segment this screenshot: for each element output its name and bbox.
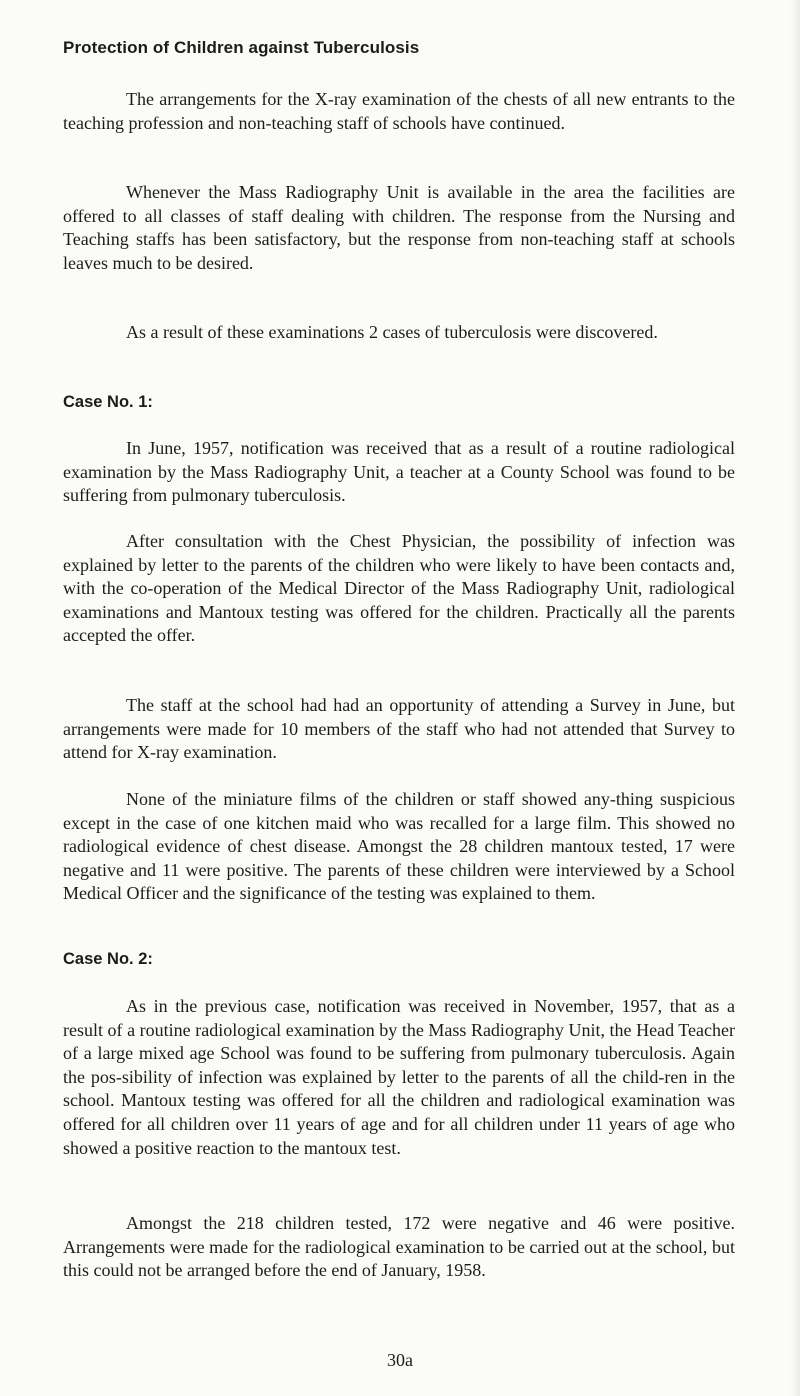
case-2-heading: Case No. 2: — [63, 950, 153, 968]
case-1-paragraph-staff-survey: The staff at the school had had an opportunity of attending a Survey in June, but arrangements were made for 10 members of the staff who had not attended that Survey to attend for X-ray examination. — [63, 695, 735, 763]
page-number: 30a — [387, 1350, 413, 1370]
case-1-paragraph-films-results: None of the miniature films of the children or staff showed any-thing suspicious except in the case of one kitchen maid who was recalled for a large film. This showed no radiological evidence of chest disease. Amongst the 28 children mantoux tested, 17 were negative and 11 were positive. The parents of these children were interviewed by a School Medical Officer and the significance of the testing was explained to them. — [63, 789, 735, 904]
case-1-paragraph-consultation: After consultation with the Chest Physician, the possibility of infection was explained by letter to the parents of the children who were likely to have been contacts and, with the co-operation of the Medical Director of the Mass Radiography Unit, radiological examinations and Mantoux testing was offered for the children. Practically all the parents accepted the offer. — [63, 531, 735, 646]
paragraph-xray-arrangements: The arrangements for the X-ray examination of the chests of all new entrants to the teaching profession and non-teaching staff of schools have continued. — [63, 89, 735, 133]
page-edge-shadow — [790, 0, 800, 1396]
case-2-paragraph-notification: As in the previous case, notification was received in November, 1957, that as a result of a routine radiological examination by the Mass Radiography Unit, the Head Teacher of a large mixed age School was found to be suffering from pulmonary tuberculosis. Again the pos-sibility of infection was explained by letter to the parents of all the child-ren in the school. Mantoux testing was offered for all the children and radiological examination was offered for all children over 11 years of age and for all children under 11 years of age who showed a positive reaction to the mantoux test. — [63, 996, 735, 1158]
paragraph-examination-result: As a result of these examinations 2 cases of tuberculosis were discovered. — [126, 322, 658, 342]
case-2-paragraph-test-results: Amongst the 218 children tested, 172 were negative and 46 were positive. Arrangements were made for the radiological examination to be carried out at the school, but this could not be arranged before the end of January, 1958. — [63, 1213, 735, 1281]
paragraph-mass-radiography-availability: Whenever the Mass Radiography Unit is available in the area the facilities are offered to all classes of staff dealing with children. The response from the Nursing and Teaching staffs has been satisfactory, but the response from non-teaching staff at schools leaves much to be desired. — [63, 182, 735, 273]
case-1-paragraph-notification: In June, 1957, notification was received that as a result of a routine radiological examination by the Mass Radiography Unit, a teacher at a County School was found to be suffering from pulmonary tuberculosis. — [63, 438, 735, 506]
page-title: Protection of Children against Tuberculosis — [63, 38, 420, 57]
case-1-heading: Case No. 1: — [63, 393, 153, 411]
